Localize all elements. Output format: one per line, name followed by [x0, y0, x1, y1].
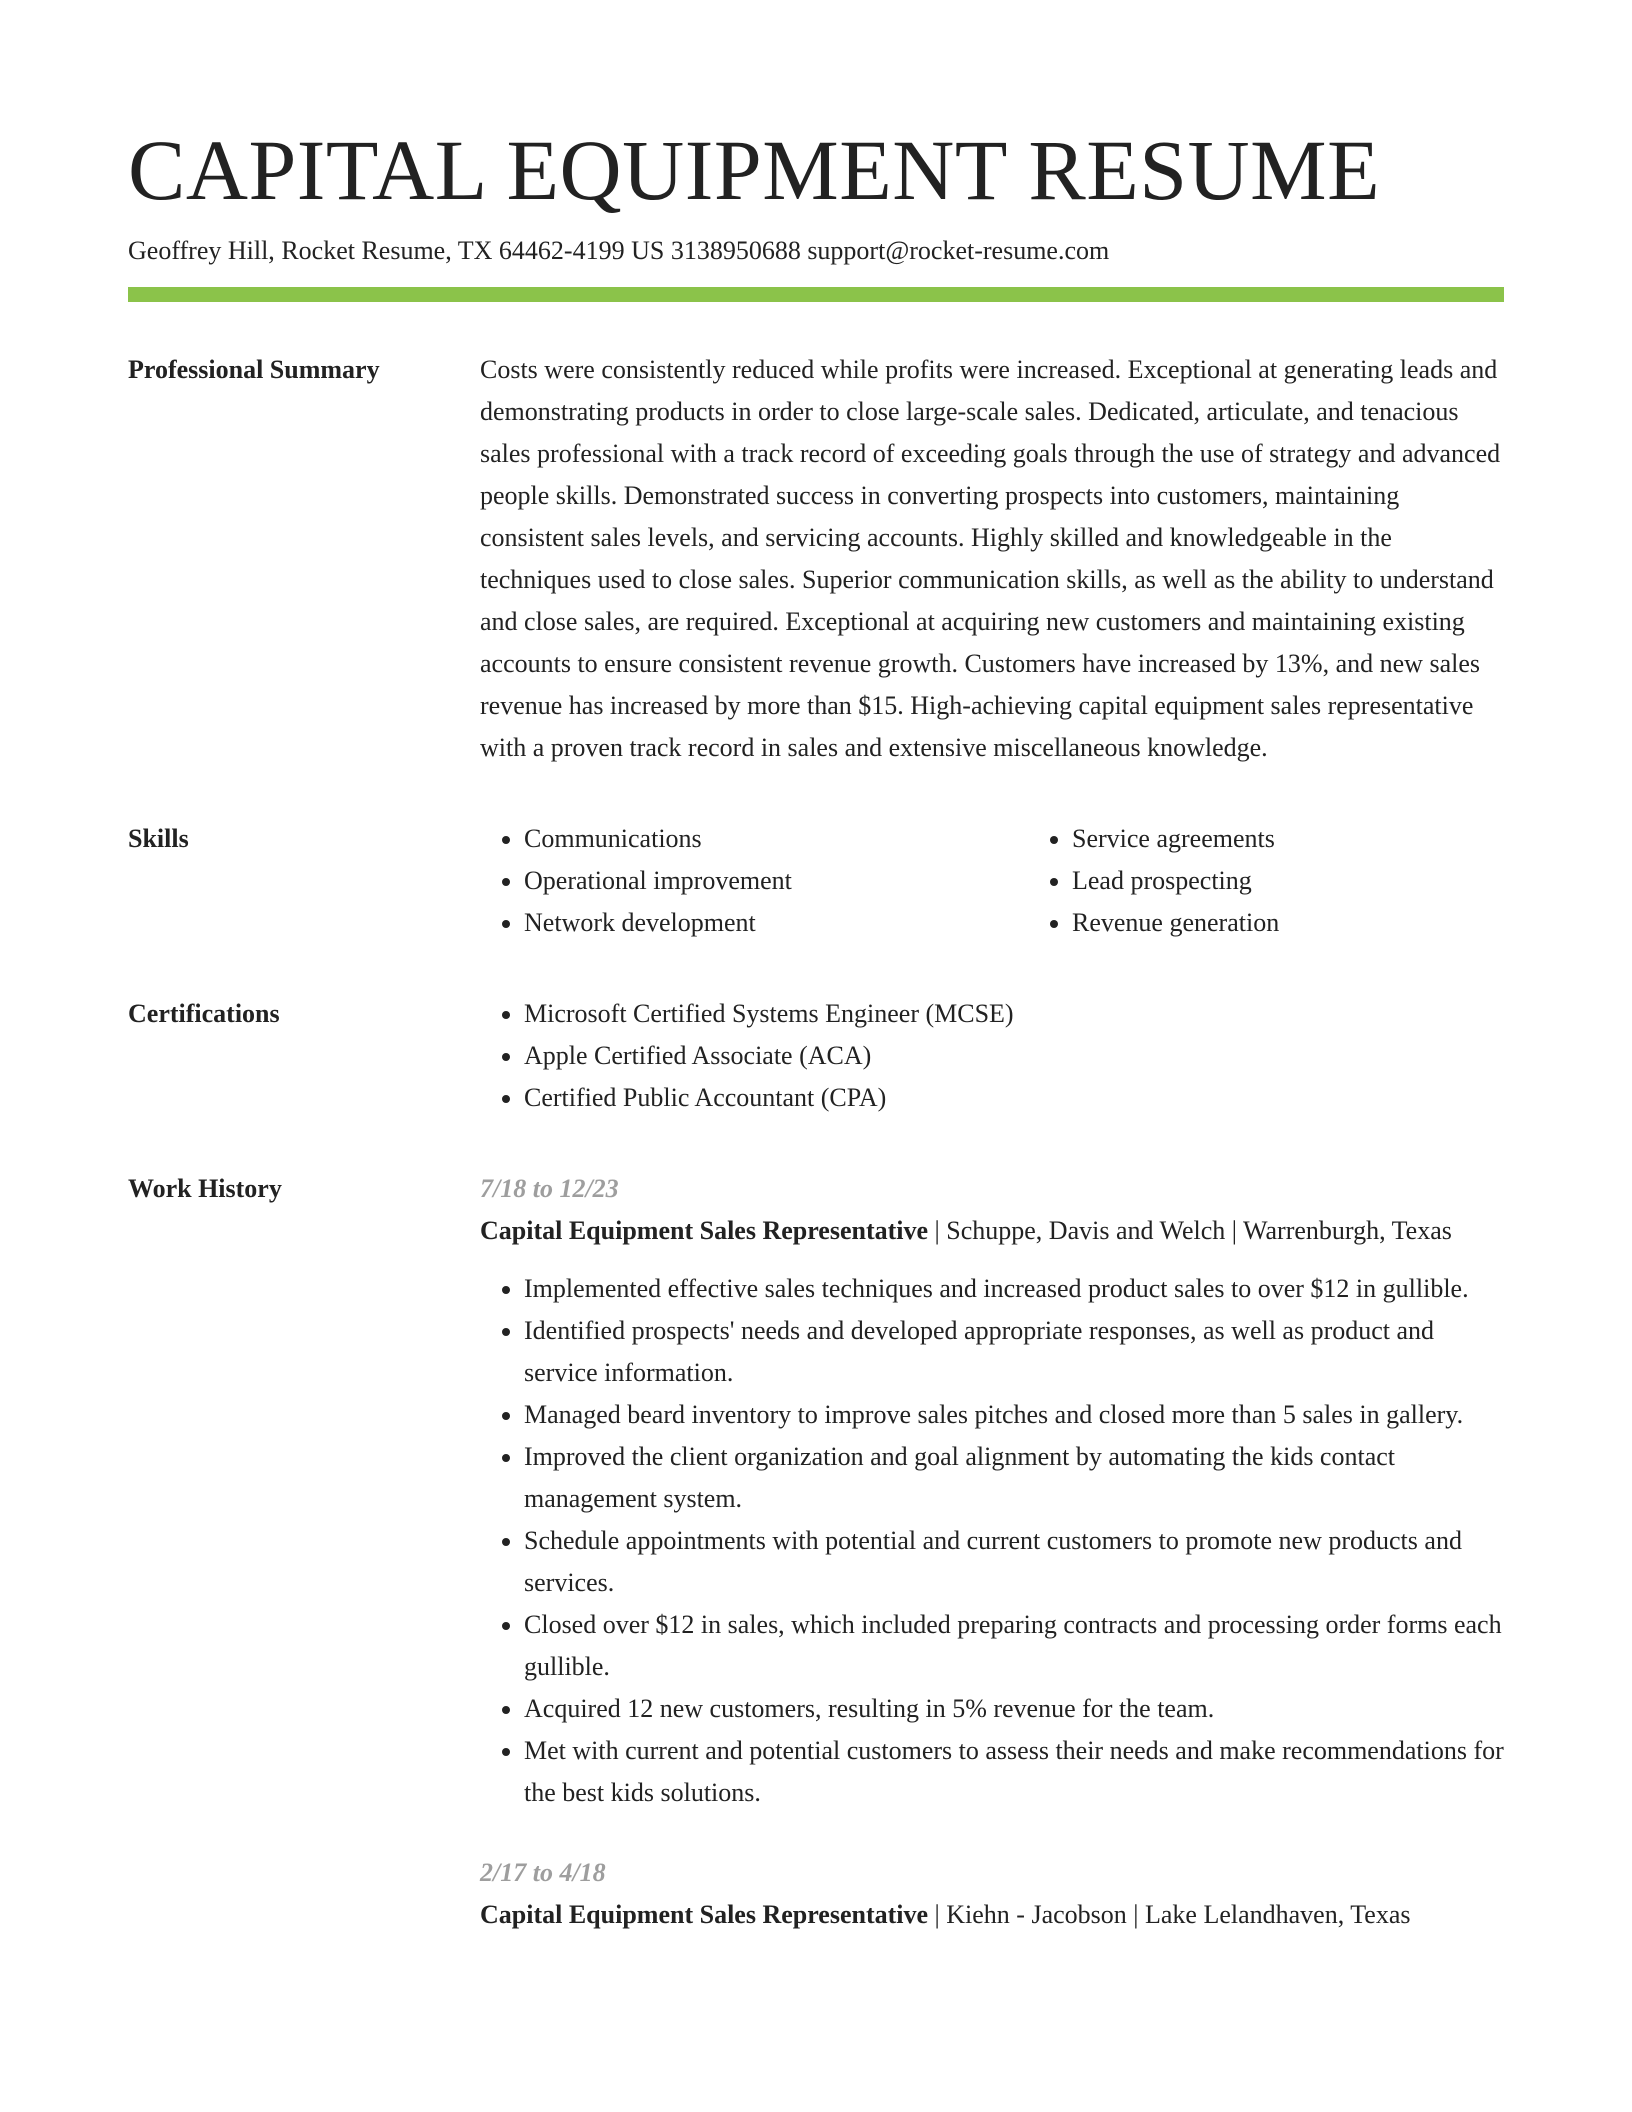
- job-bullet: • Met with current and potential customers to assess their needs and make recommendations for the best kids solutions.: [524, 1730, 1504, 1814]
- job-bullet: • Improved the client organization and goal alignment by automating the kids contact management system.: [524, 1436, 1504, 1520]
- skill-item: • Network development: [524, 902, 984, 944]
- job-entry: [480, 1168, 1504, 1814]
- skill-item: • Revenue generation: [1072, 902, 1532, 944]
- certifications-section: [128, 998, 1504, 1119]
- resume-page: [128, 0, 1504, 1974]
- skills-body: [480, 818, 1504, 944]
- skills-grid: [480, 818, 1504, 944]
- certification-item: • Microsoft Certified Systems Engineer (MCSE): [524, 993, 1504, 1035]
- summary-section: [128, 354, 1504, 769]
- certifications-list: [480, 993, 1504, 1119]
- skills-section: [128, 823, 1504, 944]
- skill-item: • Lead prospecting: [1072, 860, 1532, 902]
- certification-item: • Apple Certified Associate (ACA): [524, 1035, 1504, 1077]
- job-company: Kiehn - Jacobson: [946, 1900, 1127, 1929]
- skill-item: • Service agreements: [1072, 818, 1532, 860]
- job-entry: [480, 1852, 1504, 1936]
- contact-location: Rocket Resume, TX 64462-4199 US: [281, 236, 665, 265]
- job-bullet: • Identified prospects' needs and developed appropriate responses, as well as product and service information.: [524, 1310, 1504, 1394]
- summary-body: [480, 349, 1504, 769]
- accent-divider: [128, 287, 1504, 302]
- work-history-section: [128, 1173, 1504, 1974]
- skills-column-2: [1028, 818, 1532, 944]
- job-title: Capital Equipment Sales Representative: [480, 1900, 929, 1929]
- summary-heading: Professional Summary: [128, 355, 380, 384]
- resume-title: CAPITAL EQUIPMENT RESUME: [128, 122, 1381, 218]
- contact-name: Geoffrey Hill,: [128, 236, 275, 265]
- job-bullet: • Implemented effective sales techniques and increased product sales to over $12 in gullible.: [524, 1268, 1504, 1310]
- job-company: Schuppe, Davis and Welch: [946, 1216, 1226, 1245]
- contact-phone: 3138950688: [670, 236, 801, 265]
- certifications-body: [480, 993, 1504, 1119]
- contact-email: support@rocket-resume.com: [807, 236, 1110, 265]
- summary-text: Costs were consistently reduced while profits were increased. Exceptional at generating leads and demonstrating products in order to close large-scale sales. Dedicated, articulate, and tenacious sales professional with a track record of exceeding goals through the use of strategy and advanced people skills. Demonstrated success in converting prospects into customers, maintaining consistent sales levels, and servicing accounts. Highly skilled and knowledgeable in the techniques used to close sales. Superior communication skills, as well as the ability to understand and close sales, are required. Exceptional at acquiring new customers and maintaining existing accounts to ensure consistent revenue growth. Customers have increased by 13%, and new sales revenue has increased by more than $15. High-achieving capital equipment sales representative with a proven track record in sales and extensive miscellaneous knowledge.: [480, 355, 1501, 762]
- certification-item: • Certified Public Accountant (CPA): [524, 1077, 1504, 1119]
- job-location: Lake Lelandhaven, Texas: [1144, 1900, 1411, 1929]
- skills-heading: Skills: [128, 824, 189, 853]
- job-heading: [480, 1894, 1504, 1936]
- job-location: Warrenburgh, Texas: [1243, 1216, 1452, 1245]
- skills-column-1: [480, 818, 984, 944]
- job-heading: [480, 1210, 1504, 1252]
- job-bullet: • Closed over $12 in sales, which included preparing contracts and processing order forms each gullible.: [524, 1604, 1504, 1688]
- job-dates: 7/18 to 12/23: [480, 1174, 619, 1203]
- job-bullet: • Schedule appointments with potential and current customers to promote new products and services.: [524, 1520, 1504, 1604]
- job-dates: 2/17 to 4/18: [480, 1858, 606, 1887]
- job-title: Capital Equipment Sales Representative: [480, 1216, 929, 1245]
- job-bullets: [480, 1268, 1504, 1814]
- work-history-body: [480, 1168, 1504, 1974]
- job-bullet: • Managed beard inventory to improve sales pitches and closed more than 5 sales in gallery.: [524, 1394, 1504, 1436]
- certifications-heading: Certifications: [128, 999, 280, 1028]
- job-bullet: • Acquired 12 new customers, resulting in 5% revenue for the team.: [524, 1688, 1504, 1730]
- work-history-heading: Work History: [128, 1174, 282, 1203]
- skill-item: • Communications: [524, 818, 984, 860]
- contact-line: [128, 234, 1504, 268]
- skill-item: • Operational improvement: [524, 860, 984, 902]
